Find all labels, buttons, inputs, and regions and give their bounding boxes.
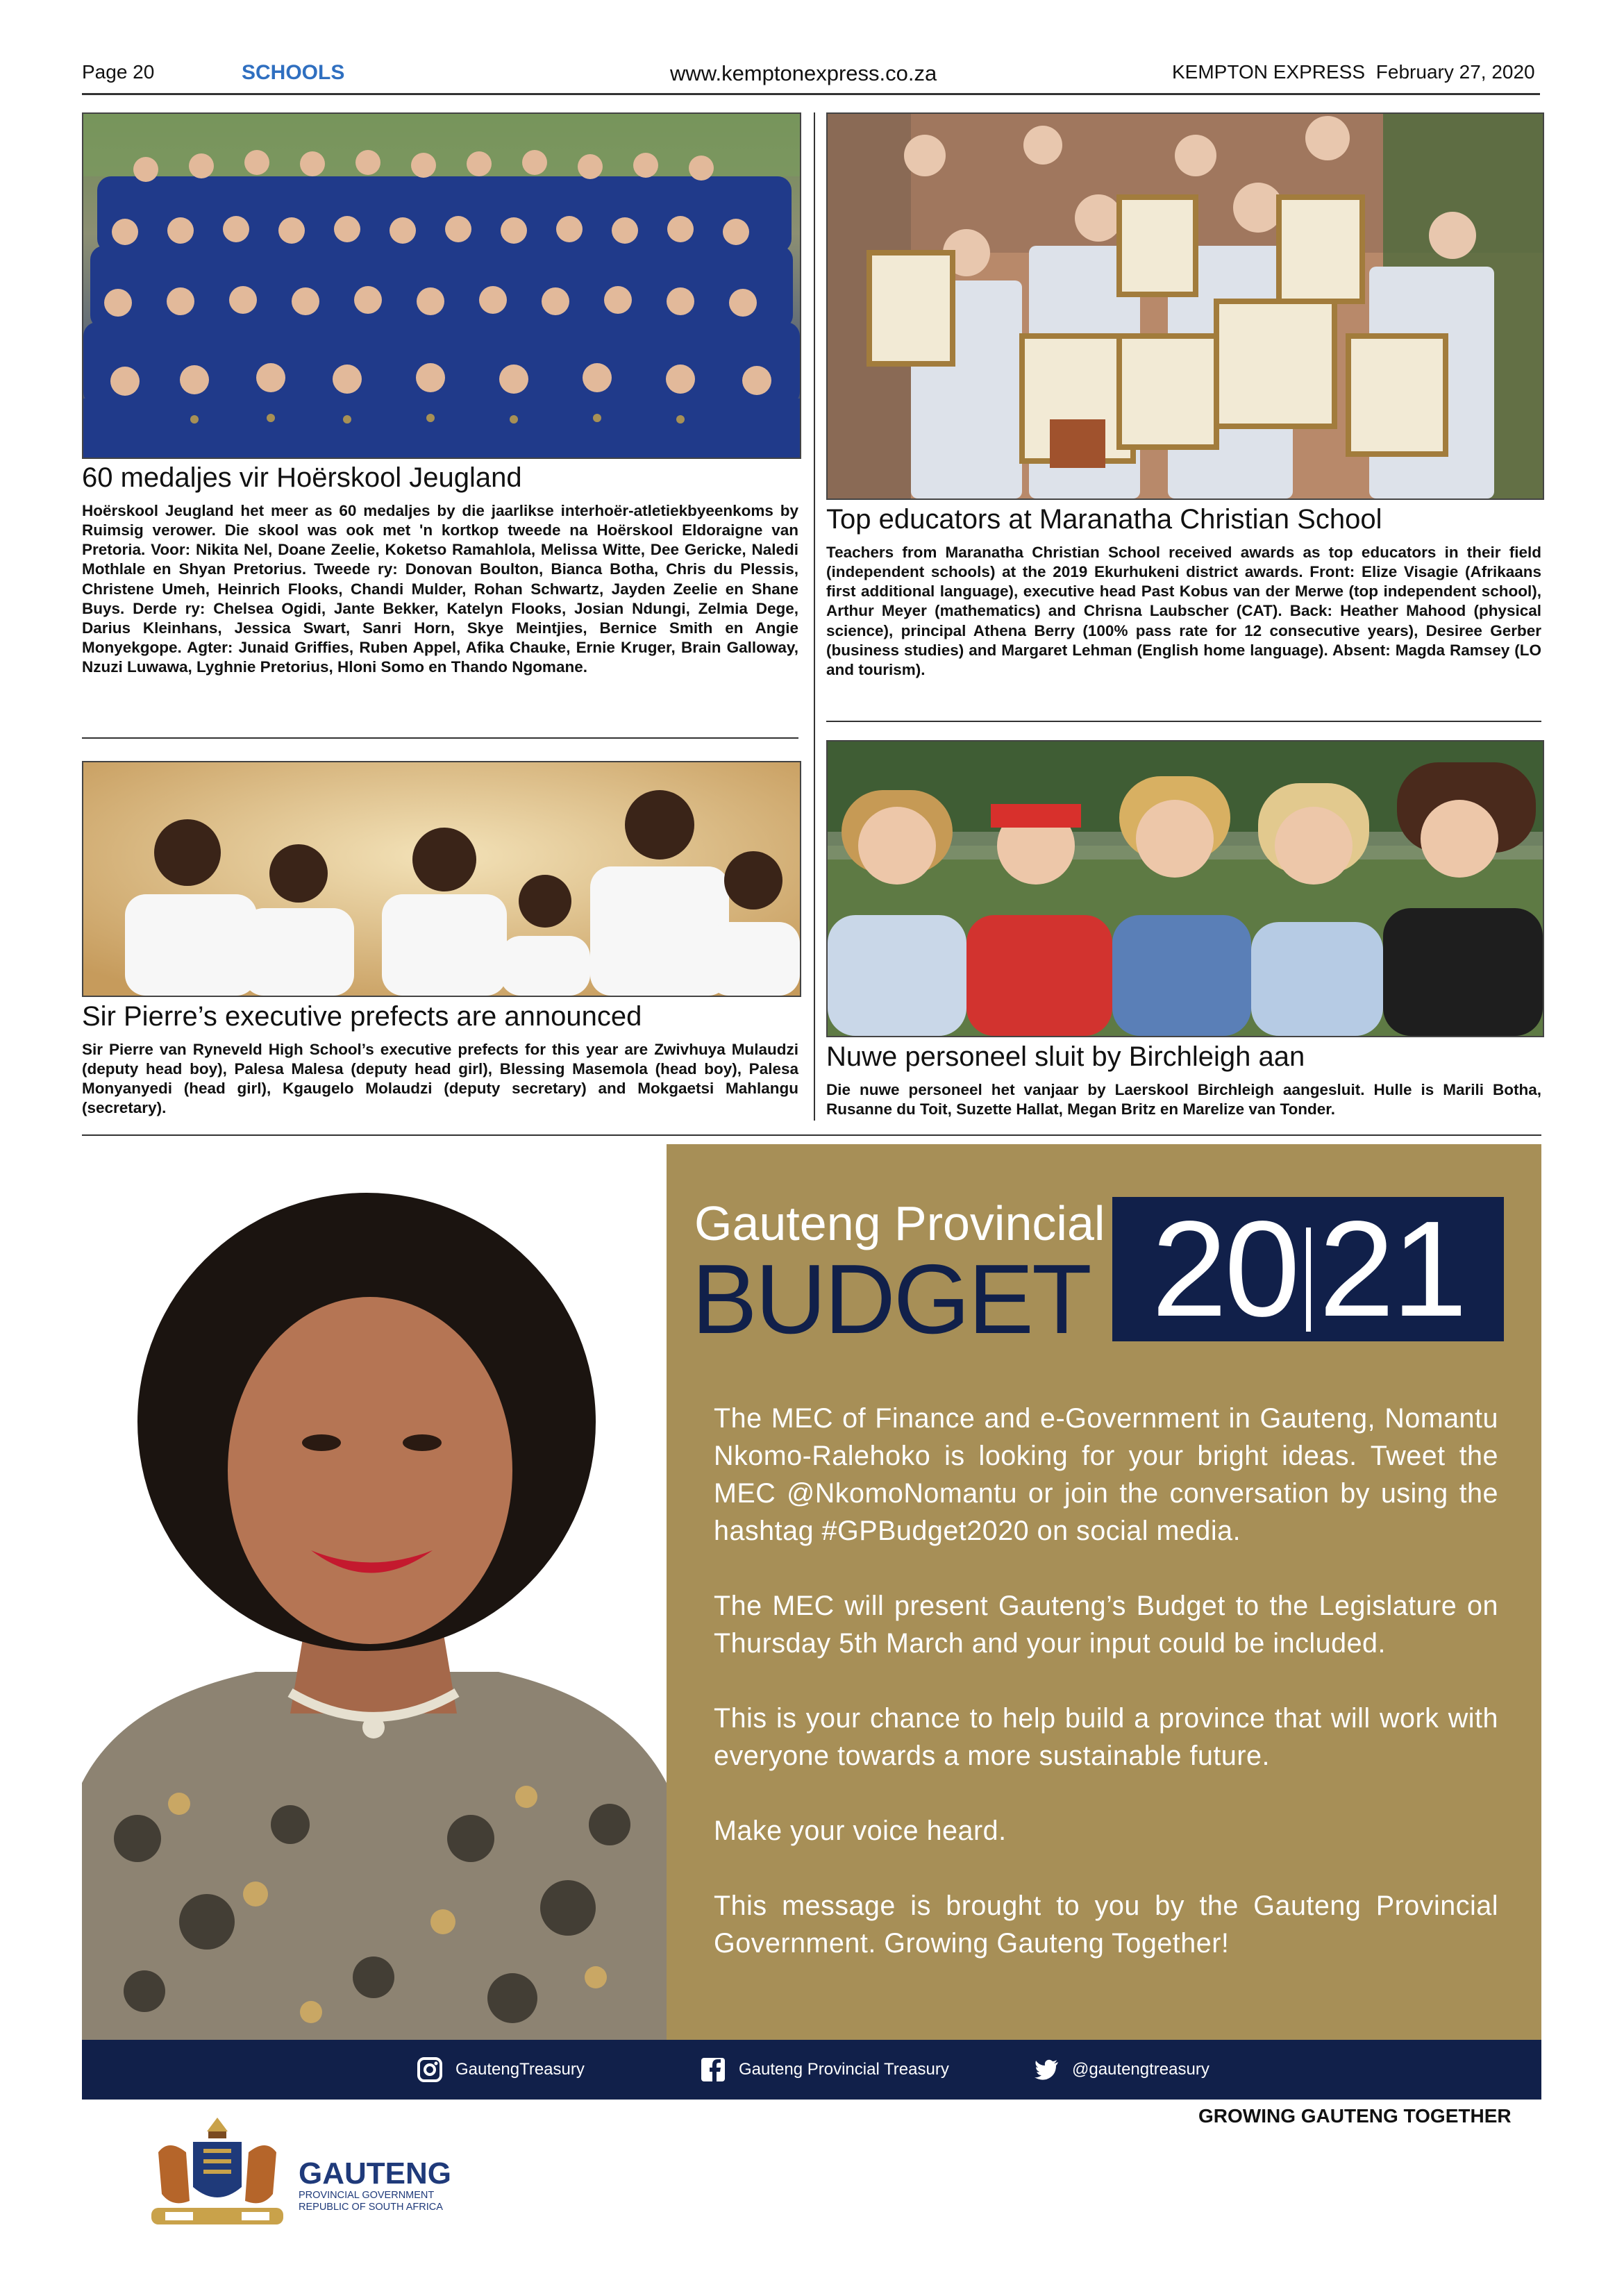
masthead-date bbox=[1172, 61, 1535, 83]
social-instagram[interactable] bbox=[417, 2056, 585, 2083]
story-divider bbox=[82, 737, 798, 739]
masthead: KEMPTON EXPRESS bbox=[1172, 61, 1366, 83]
website-url[interactable]: www.kemptonexpress.co.za bbox=[670, 61, 937, 85]
logo-name: GAUTENG bbox=[299, 2156, 451, 2190]
story-caption-sir-pierre: Sir Pierre van Ryneveld High School’s executive prefects for this year are Zwivhuya Mulaudzi (deputy head boy), Palesa Malesa (deputy head girl), Blessing Masemola (head boy), Palesa Monyanyedi (head girl), Kgaugelo Molaudzi (deputy secretary) and Mokgaetsi Mahlangu (secretary). bbox=[82, 1041, 798, 1117]
issue-date: February 27, 2020 bbox=[1375, 61, 1535, 83]
social-twitter[interactable] bbox=[1033, 2056, 1209, 2083]
ad-paragraph: This is your chance to help build a province that will work with everyone towards a more sustainable future. bbox=[714, 1703, 1498, 1771]
social-facebook[interactable] bbox=[700, 2056, 949, 2083]
instagram-handle: GautengTreasury bbox=[455, 2060, 585, 2079]
gauteng-coat-of-arms bbox=[144, 2111, 290, 2243]
twitter-icon bbox=[1033, 2056, 1060, 2083]
ad-paragraph: This message is brought to you by the Gauteng Provincial Government. Growing Gauteng Together! bbox=[714, 1891, 1498, 1959]
instagram-icon bbox=[417, 2056, 443, 2083]
story-caption-birchleigh: Die nuwe personeel het vanjaar by Laerskool Birchleigh aangesluit. Hulle is Marili Botha, Rusanne du Toit, Suzette Hallat, Megan Britz en Marelize van Tonder. bbox=[826, 1081, 1541, 1118]
year-left: 20 bbox=[1151, 1193, 1298, 1345]
ad-paragraph: The MEC of Finance and e-Government in Gauteng, Nomantu Nkomo-Ralehoko is looking for your bright ideas. Tweet the MEC @NkomoNomantu or join the conversation by using the hashtag #GPBudget2020 on social media. bbox=[714, 1403, 1498, 1546]
logo-sub-line1: PROVINCIAL GOVERNMENT bbox=[299, 2190, 435, 2201]
ad-title-provincial: Gauteng Provincial bbox=[694, 1196, 1105, 1250]
story-title-jeugland: 60 medaljes vir Hoërskool Jeugland bbox=[82, 462, 522, 493]
facebook-handle: Gauteng Provincial Treasury bbox=[739, 2060, 949, 2079]
story-caption-jeugland: Hoërskool Jeugland het meer as 60 medaljes by die jaarlikse interhoër-atletiekbyeenkoms by Ruimsig verower. Die skool was ook met 'n kortkop tweede na Hoërskool Eldoraigne van Pretoria. Voor: Nikita Nel, Doane Zeelie, Koketso Ramahlola, Melissa Witte, Dee Gericke, Naledi Mothlale en Shyan Pretorius. Tweede ry: Donovan Boulton, Bianca Botha, Chris du Plessis, Christene Umeh, Heinrich Flooks, Chandi Mulder, Rohan Schwartz, Jayden Zeelie en Shane Buys. Derde ry: Chelsea Ogidi, Jante Bekker, Katelyn Flooks, Josian Ndungi, Zelmia Dege, Darius Kleinhans, Jessica Swart, Sanri Horn, Skye Meintjies, Bernice Smith en Angie Monyekgope. Agter: Junaid Griffies, Ruben Appel, Afika Chauke, Ernie Kruger, Brain Galloway, Nzuzi Luwawa, Lyghnie Pretorius, Hloni Somo en Thando Ngomane. bbox=[82, 502, 798, 676]
maranatha-teachers-photo bbox=[826, 112, 1544, 500]
budget-year bbox=[1112, 1193, 1504, 1345]
column-divider bbox=[814, 112, 815, 1121]
story-title-sir-pierre: Sir Pierre’s executive prefects are announced bbox=[82, 1001, 642, 1032]
ad-paragraph: Make your voice heard. bbox=[714, 1816, 1007, 1846]
section-divider bbox=[82, 1134, 1541, 1136]
twitter-handle: @gautengtreasury bbox=[1072, 2060, 1209, 2079]
logo-subtitle bbox=[299, 2190, 443, 2213]
mec-portrait bbox=[82, 1144, 667, 2040]
ad-slogan: GROWING GAUTENG TOGETHER bbox=[1198, 2105, 1512, 2127]
year-right: 21 bbox=[1319, 1193, 1465, 1345]
header-rule bbox=[82, 93, 1540, 95]
section-label: SCHOOLS bbox=[242, 61, 345, 84]
story-title-birchleigh: Nuwe personeel sluit by Birchleigh aan bbox=[826, 1041, 1305, 1072]
page-number: Page 20 bbox=[82, 61, 155, 83]
birchleigh-staff-photo bbox=[826, 740, 1544, 1037]
story-caption-maranatha: Teachers from Maranatha Christian School received awards as top educators in their field (independent schools) at the 2019 Ekurhukeni district awards. Front: Elize Visagie (Afrikaans first additional language), executive head Past Kobus van der Merwe (top independent school), Arthur Meyer (mathematics) and Chrisna Laubscher (CAT). Back: Heather Mahood (physical science), principal Athena Berry (100% pass rate for 12 consecutive years), Desiree Gerber (business studies) and Margaret Lehman (English home language). Absent: Magda Ramsey (LO and tourism). bbox=[826, 544, 1541, 678]
story-title-maranatha: Top educators at Maranatha Christian School bbox=[826, 504, 1382, 535]
jeugland-team-photo bbox=[82, 112, 801, 459]
ad-title-budget: BUDGET bbox=[692, 1244, 1090, 1355]
prefects-photo bbox=[82, 761, 801, 997]
story-divider bbox=[826, 721, 1541, 722]
logo-sub-line2: REPUBLIC OF SOUTH AFRICA bbox=[299, 2202, 443, 2213]
facebook-icon bbox=[700, 2056, 726, 2083]
ad-paragraph: The MEC will present Gauteng’s Budget to the Legislature on Thursday 5th March and your input could be included. bbox=[714, 1591, 1498, 1659]
